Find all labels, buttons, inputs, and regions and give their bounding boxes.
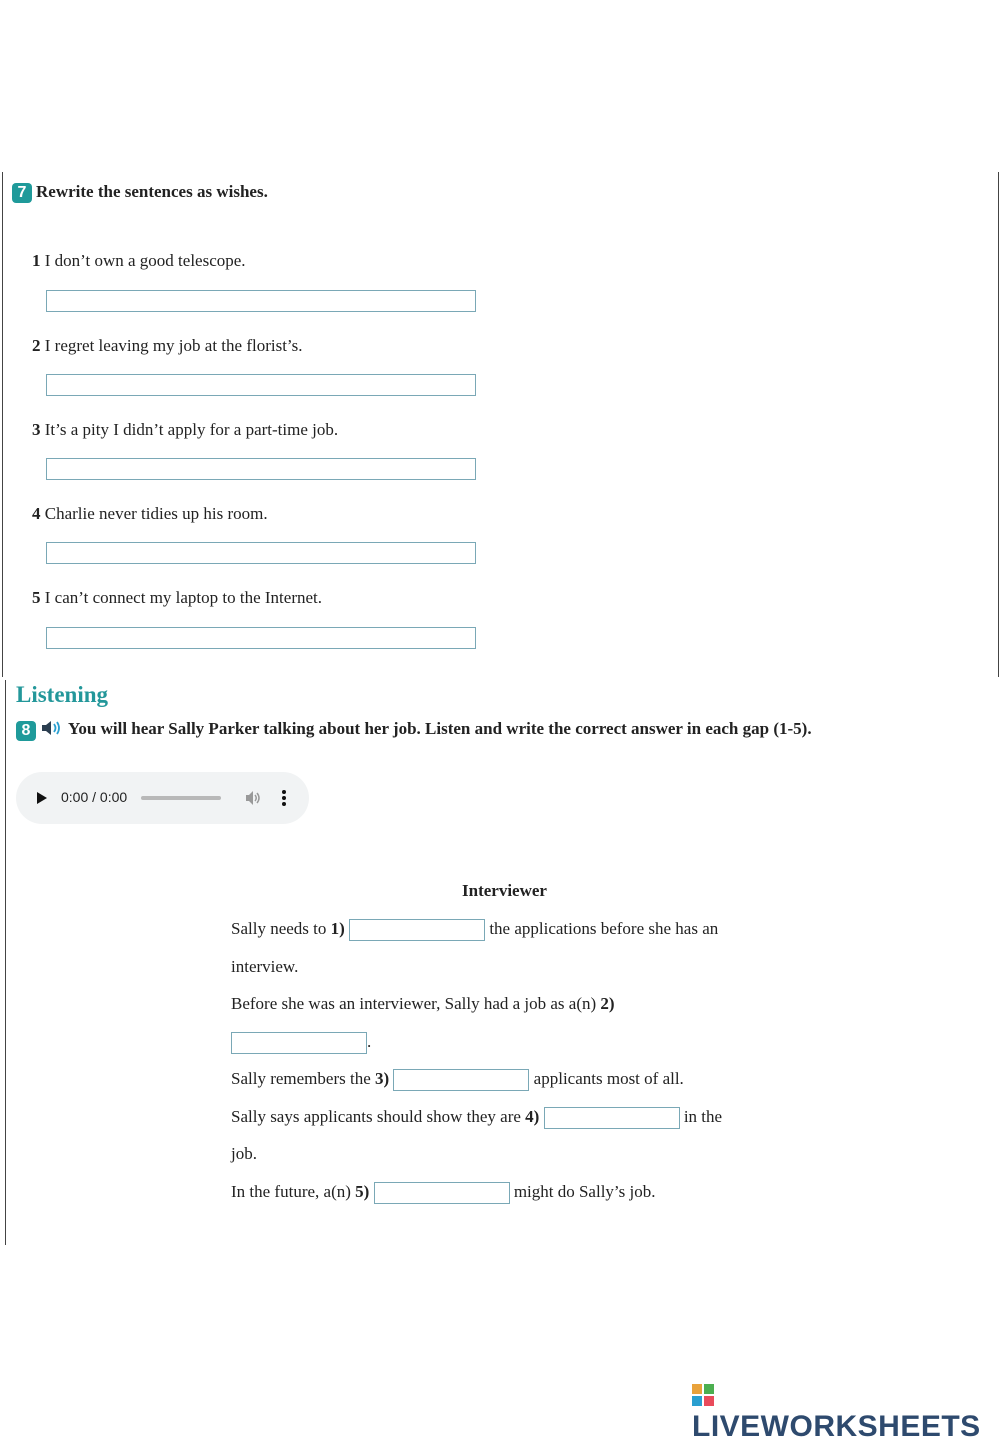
section-heading-listening: Listening [16, 682, 109, 707]
left-border-bottom [5, 680, 6, 1245]
logo-text: LIVEWORKSHEETS [692, 1410, 981, 1443]
item-text: I regret leaving my job at the florist’s. [44, 336, 303, 355]
item-text: I can’t connect my laptop to the Internet. [44, 588, 323, 607]
gap-input-4[interactable] [544, 1107, 680, 1129]
text-segment: job. [231, 1144, 257, 1163]
exercise-item [32, 251, 246, 271]
speaker-icon [40, 719, 64, 742]
gap-number: 5) [355, 1182, 370, 1201]
text-segment: Sally says applicants should show they are [231, 1107, 526, 1126]
text-line-1 [231, 918, 718, 941]
answer-input-3[interactable] [46, 458, 476, 480]
exercise-item [32, 504, 268, 524]
text-line-8 [231, 1181, 656, 1204]
volume-icon[interactable] [244, 789, 262, 810]
exercise-instruction: You will hear Sally Parker talking about her job. Listen and write the correct answer in each gap (1-5). [68, 719, 812, 739]
liveworksheets-logo [692, 1376, 1000, 1444]
answer-input-5[interactable] [46, 627, 476, 649]
text-line-3 [231, 993, 615, 1015]
exercise-7-header [12, 182, 268, 203]
item-text: Charlie never tidies up his room. [44, 504, 268, 523]
text-segment: . [367, 1032, 372, 1051]
exercise-item [32, 336, 303, 356]
text-segment: Before she was an interviewer, Sally had a job as a(n) [231, 994, 601, 1013]
exercise-instruction: Rewrite the sentences as wishes. [36, 182, 268, 201]
answer-input-4[interactable] [46, 542, 476, 564]
text-title: Interviewer [462, 881, 547, 900]
audio-time: 0:00 / 0:00 [61, 789, 128, 805]
exercise-number-badge: 8 [16, 721, 36, 741]
gap-input-5[interactable] [374, 1182, 510, 1204]
gap-input-1[interactable] [349, 919, 485, 941]
text-line-2 [231, 956, 298, 978]
gap-number: 3) [375, 1069, 390, 1088]
audio-player[interactable] [16, 772, 309, 824]
text-line-6 [231, 1106, 722, 1129]
text-segment: in the [679, 1107, 723, 1126]
gap-input-3[interactable] [393, 1069, 529, 1091]
text-segment: applicants most of all. [529, 1069, 684, 1088]
gap-number: 2) [600, 994, 615, 1013]
text-line-7 [231, 1143, 257, 1165]
right-border-top [998, 172, 999, 677]
answer-input-1[interactable] [46, 290, 476, 312]
text-segment: Sally needs to [231, 919, 331, 938]
text-line-5 [231, 1068, 684, 1091]
answer-input-2[interactable] [46, 374, 476, 396]
play-icon[interactable] [36, 791, 48, 808]
logo-icon [692, 1380, 714, 1402]
item-number: 1 [32, 251, 41, 270]
item-text: It’s a pity I didn’t apply for a part-time job. [44, 420, 339, 439]
text-segment: the applications before she has an [485, 919, 719, 938]
text-segment: Sally remembers the [231, 1069, 375, 1088]
gap-number: 1) [330, 919, 345, 938]
text-line-4 [231, 1031, 371, 1054]
text-segment: might do Sally’s job. [509, 1182, 656, 1201]
exercise-number-badge: 7 [12, 183, 32, 203]
exercise-item [32, 588, 322, 608]
item-number: 2 [32, 336, 41, 355]
item-number: 5 [32, 588, 41, 607]
gap-number: 4) [525, 1107, 540, 1126]
text-segment: In the future, a(n) [231, 1182, 356, 1201]
item-text: I don’t own a good telescope. [44, 251, 246, 270]
exercise-item [32, 420, 338, 440]
left-border-top [2, 172, 3, 677]
item-number: 4 [32, 504, 41, 523]
item-number: 3 [32, 420, 41, 439]
text-segment: interview. [231, 957, 299, 976]
audio-progress-bar[interactable] [141, 796, 221, 800]
gap-input-2[interactable] [231, 1032, 367, 1054]
more-options-icon[interactable] [281, 789, 287, 810]
exercise-8-header [16, 719, 812, 742]
